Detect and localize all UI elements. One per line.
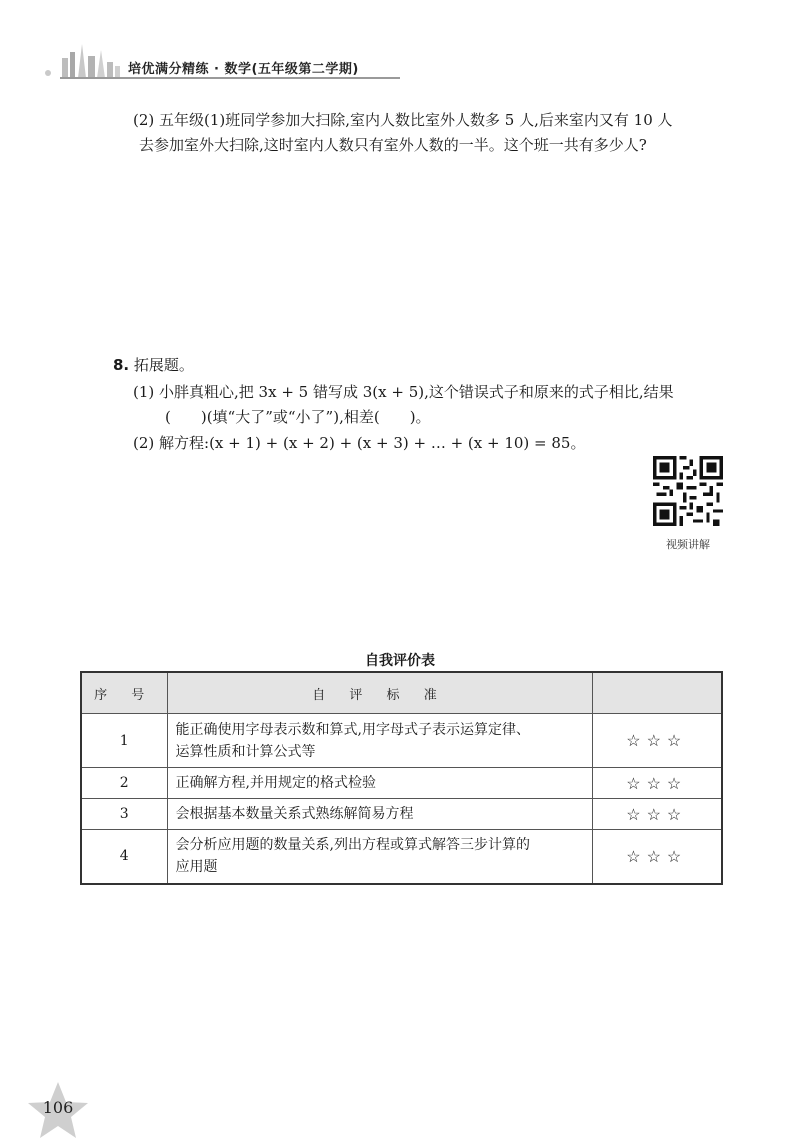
q8-part1-line2: ( )(填“大了”或“小了”),相差( )。 — [165, 408, 431, 426]
q7-part2-line1: (2) 五年级(1)班同学参加大扫除,室内人数比室外人数多 5 人,后来室内又有 10 人 — [133, 111, 673, 129]
q7-part2-line2: 去参加室外大扫除,这时室内人数只有室外人数的一半。这个班一共有多少人? — [139, 136, 647, 154]
rating-stars[interactable]: ☆☆☆ — [592, 768, 722, 799]
row-standard-line: 会根据基本数量关系式熟练解简易方程 — [175, 806, 414, 822]
q8-heading — [113, 355, 194, 375]
header-seq: 序 号 — [81, 672, 167, 714]
page-number: 106 — [42, 1098, 74, 1117]
qr-code-icon[interactable] — [653, 456, 723, 526]
row-standard — [167, 714, 592, 768]
rating-stars[interactable]: ☆☆☆ — [592, 830, 722, 884]
header-rule — [60, 77, 400, 79]
row-standard — [167, 768, 592, 799]
table-row — [81, 768, 722, 799]
row-number: 4 — [81, 830, 167, 884]
row-standard-line: 正确解方程,并用规定的格式检验 — [175, 775, 376, 791]
header-rating — [592, 672, 722, 714]
q8-title: 拓展题。 — [133, 356, 194, 374]
rating-stars[interactable]: ☆☆☆ — [592, 714, 722, 768]
row-number: 2 — [81, 768, 167, 799]
table-row — [81, 830, 722, 884]
q8-part2: (2) 解方程:(x + 1) + (x + 2) + (x + 3) + … + (x + 10) = 85。 — [133, 434, 586, 452]
header-standard: 自 评 标 准 — [167, 672, 592, 714]
row-standard-line: 应用题 — [175, 859, 218, 876]
row-number: 3 — [81, 799, 167, 830]
book-title: 培优满分精练 · 数学(五年级第二学期) — [128, 62, 359, 77]
table-row — [81, 714, 722, 768]
row-standard-line: 会分析应用题的数量关系,列出方程或算式解答三步计算的 — [175, 837, 530, 854]
row-standard-line: 运算性质和计算公式等 — [175, 743, 316, 760]
q8-number: 8. — [113, 356, 130, 374]
row-standard — [167, 799, 592, 830]
table-row — [81, 799, 722, 830]
q8-part1-line1: (1) 小胖真粗心,把 3x + 5 错写成 3(x + 5),这个错误式子和原来的式子相比,结果 — [133, 383, 674, 401]
qr-code-label: 视频讲解 — [666, 538, 710, 551]
evaluation-table — [80, 671, 723, 885]
evaluation-table-title: 自我评价表 — [365, 653, 435, 669]
evaluation-header-row — [81, 672, 722, 714]
row-standard — [167, 830, 592, 884]
row-standard-line: 能正确使用字母表示数和算式,用字母式子表示运算定律、 — [175, 721, 530, 738]
row-number: 1 — [81, 714, 167, 768]
rating-stars[interactable]: ☆☆☆ — [592, 799, 722, 830]
